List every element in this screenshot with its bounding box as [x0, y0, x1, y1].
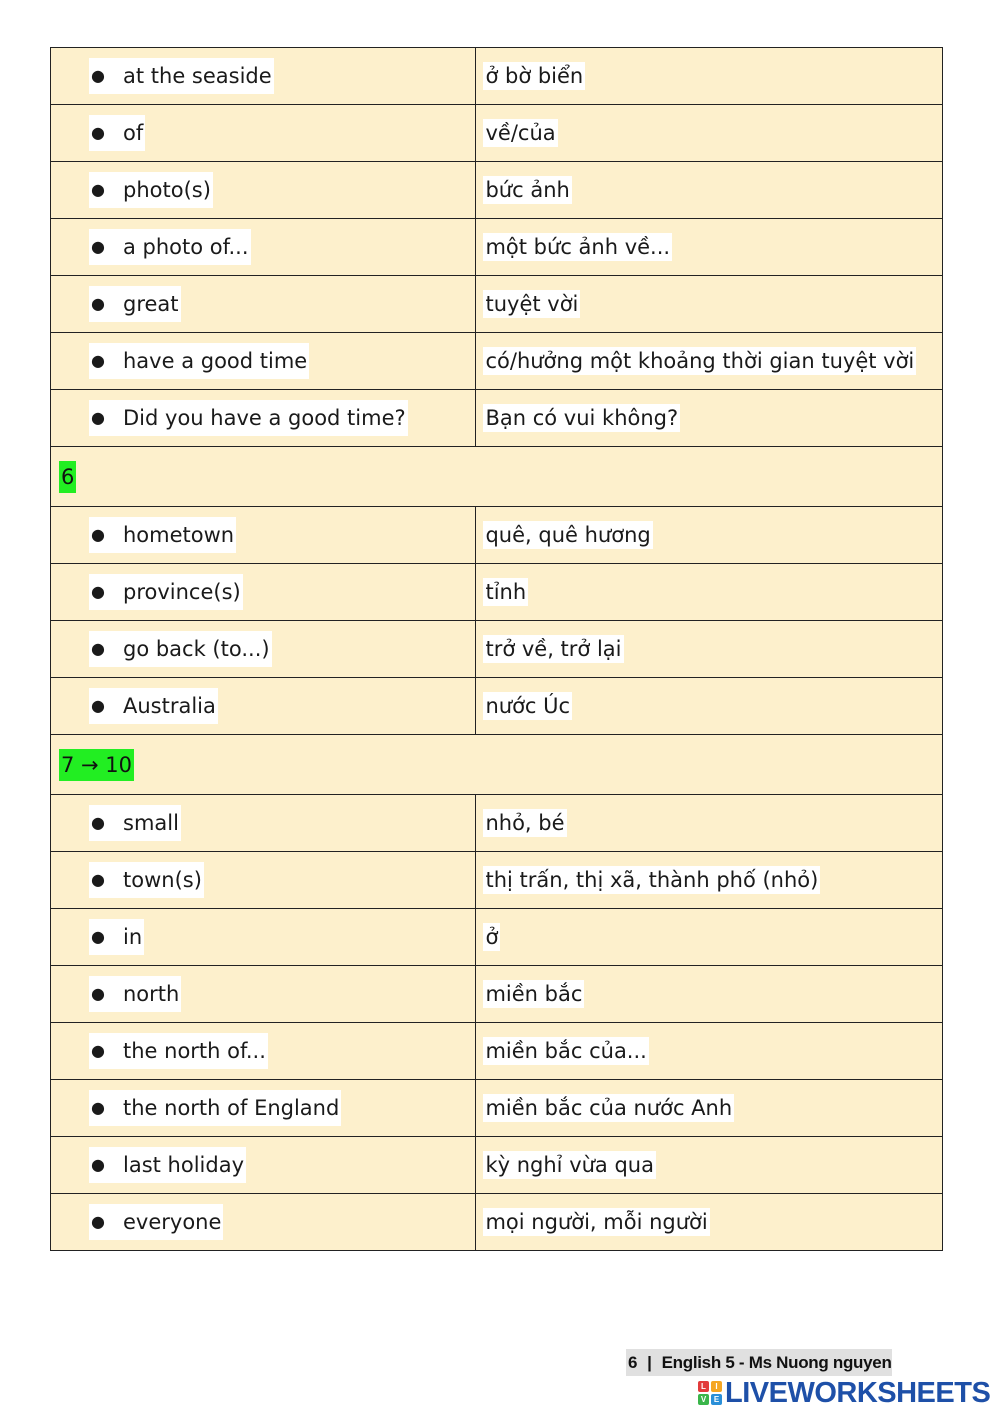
page-footer — [626, 1349, 892, 1376]
english-term: great — [123, 292, 179, 316]
bullet-icon: ● — [89, 115, 121, 151]
vietnamese-cell — [476, 507, 943, 564]
english-cell — [51, 162, 476, 219]
bullet-icon: ● — [89, 1090, 121, 1126]
english-term: in — [123, 925, 143, 949]
bullet-icon: ● — [89, 688, 121, 724]
table-row — [51, 333, 943, 390]
bullet-icon: ● — [89, 574, 121, 610]
table-row — [51, 162, 943, 219]
english-cell — [51, 621, 476, 678]
table-row — [51, 390, 943, 447]
vietnamese-cell — [476, 1023, 943, 1080]
vietnamese-meaning: ở bờ biển — [485, 64, 584, 88]
vietnamese-cell — [476, 219, 943, 276]
vietnamese-meaning: thị trấn, thị xã, thành phố (nhỏ) — [485, 868, 819, 892]
liveworksheets-brand — [698, 1377, 990, 1409]
bullet-icon: ● — [89, 400, 121, 436]
english-cell — [51, 105, 476, 162]
section-header-row — [51, 447, 943, 507]
english-term: Did you have a good time? — [123, 406, 406, 430]
bullet-icon: ● — [89, 58, 121, 94]
english-cell — [51, 678, 476, 735]
table-row — [51, 795, 943, 852]
english-term: last holiday — [123, 1153, 245, 1177]
english-cell — [51, 852, 476, 909]
vietnamese-cell — [476, 564, 943, 621]
logo-tile: I — [711, 1381, 722, 1392]
english-term: the north of... — [123, 1039, 266, 1063]
english-term: the north of England — [123, 1096, 340, 1120]
vietnamese-meaning: miền bắc của... — [485, 1039, 647, 1063]
english-cell — [51, 333, 476, 390]
liveworksheets-logo-icon — [698, 1381, 722, 1405]
english-cell — [51, 1023, 476, 1080]
table-row — [51, 507, 943, 564]
english-term: province(s) — [123, 580, 241, 604]
vietnamese-meaning: tuyệt vời — [485, 292, 579, 316]
vietnamese-cell — [476, 276, 943, 333]
section-header-row — [51, 735, 943, 795]
bullet-icon: ● — [89, 919, 121, 955]
vietnamese-cell — [476, 333, 943, 390]
english-cell — [51, 564, 476, 621]
logo-tile: V — [698, 1394, 709, 1405]
vietnamese-cell — [476, 909, 943, 966]
vietnamese-meaning: tỉnh — [485, 580, 527, 604]
bullet-icon: ● — [89, 286, 121, 322]
brand-name: LIVEWORKSHEETS — [725, 1376, 991, 1409]
vietnamese-cell — [476, 105, 943, 162]
english-term: north — [123, 982, 180, 1006]
table-row — [51, 276, 943, 333]
vietnamese-meaning: kỳ nghỉ vừa qua — [485, 1153, 654, 1177]
vietnamese-meaning: miền bắc của nước Anh — [485, 1096, 733, 1120]
bullet-icon: ● — [89, 1033, 121, 1069]
logo-tile: E — [711, 1394, 722, 1405]
vietnamese-meaning: miền bắc — [485, 982, 583, 1006]
english-term: go back (to...) — [123, 637, 270, 661]
english-term: have a good time — [123, 349, 308, 373]
bullet-icon: ● — [89, 172, 121, 208]
vietnamese-meaning: có/hưởng một khoảng thời gian tuyệt vời — [485, 349, 915, 373]
bullet-icon: ● — [89, 862, 121, 898]
vietnamese-cell — [476, 966, 943, 1023]
table-row — [51, 105, 943, 162]
english-term: at the seaside — [123, 64, 272, 88]
table-row — [51, 621, 943, 678]
english-cell — [51, 1080, 476, 1137]
english-cell — [51, 276, 476, 333]
english-cell — [51, 219, 476, 276]
english-term: small — [123, 811, 179, 835]
table-row — [51, 564, 943, 621]
section-label: 7 → 10 — [59, 749, 134, 781]
table-row — [51, 909, 943, 966]
table-row — [51, 1023, 943, 1080]
table-row — [51, 966, 943, 1023]
table-row — [51, 852, 943, 909]
vietnamese-meaning: về/của — [485, 121, 556, 145]
english-term: of — [123, 121, 144, 145]
vietnamese-cell — [476, 162, 943, 219]
english-cell — [51, 966, 476, 1023]
bullet-icon: ● — [89, 229, 121, 265]
vietnamese-meaning: nhỏ, bé — [485, 811, 565, 835]
footer-separator: | — [647, 1353, 652, 1372]
vocabulary-table — [50, 47, 943, 1251]
vietnamese-meaning: trở về, trở lại — [485, 637, 622, 661]
vietnamese-cell — [476, 795, 943, 852]
table-row — [51, 1137, 943, 1194]
table-row — [51, 678, 943, 735]
vietnamese-meaning: mọi người, mỗi người — [485, 1210, 708, 1234]
vietnamese-cell — [476, 621, 943, 678]
english-term: Australia — [123, 694, 216, 718]
table-row — [51, 219, 943, 276]
vietnamese-meaning: bức ảnh — [485, 178, 570, 202]
english-term: hometown — [123, 523, 235, 547]
table-row — [51, 1194, 943, 1251]
vietnamese-meaning: Bạn có vui không? — [485, 406, 679, 430]
bullet-icon: ● — [89, 805, 121, 841]
english-term: everyone — [123, 1210, 222, 1234]
page-number: 6 — [628, 1353, 638, 1372]
footer-title: English 5 - Ms Nuong nguyen — [661, 1353, 892, 1372]
table-row — [51, 48, 943, 105]
bullet-icon: ● — [89, 631, 121, 667]
english-cell — [51, 507, 476, 564]
section-header-cell — [51, 735, 943, 795]
bullet-icon: ● — [89, 1204, 121, 1240]
vietnamese-meaning: một bức ảnh về... — [485, 235, 671, 259]
english-cell — [51, 390, 476, 447]
vietnamese-cell — [476, 1080, 943, 1137]
english-cell — [51, 48, 476, 105]
vietnamese-meaning: ở — [485, 925, 499, 949]
vietnamese-cell — [476, 390, 943, 447]
english-cell — [51, 795, 476, 852]
english-cell — [51, 909, 476, 966]
vietnamese-cell — [476, 1194, 943, 1251]
section-header-cell — [51, 447, 943, 507]
vietnamese-meaning: nước Úc — [485, 694, 571, 718]
bullet-icon: ● — [89, 517, 121, 553]
english-cell — [51, 1137, 476, 1194]
bullet-icon: ● — [89, 343, 121, 379]
english-cell — [51, 1194, 476, 1251]
vietnamese-meaning: quê, quê hương — [485, 523, 651, 547]
english-term: town(s) — [123, 868, 202, 892]
vietnamese-cell — [476, 1137, 943, 1194]
english-term: photo(s) — [123, 178, 211, 202]
logo-tile: L — [698, 1381, 709, 1392]
vietnamese-cell — [476, 852, 943, 909]
section-label: 6 — [59, 461, 76, 493]
bullet-icon: ● — [89, 976, 121, 1012]
table-row — [51, 1080, 943, 1137]
bullet-icon: ● — [89, 1147, 121, 1183]
english-term: a photo of... — [123, 235, 249, 259]
vietnamese-cell — [476, 678, 943, 735]
vietnamese-cell — [476, 48, 943, 105]
